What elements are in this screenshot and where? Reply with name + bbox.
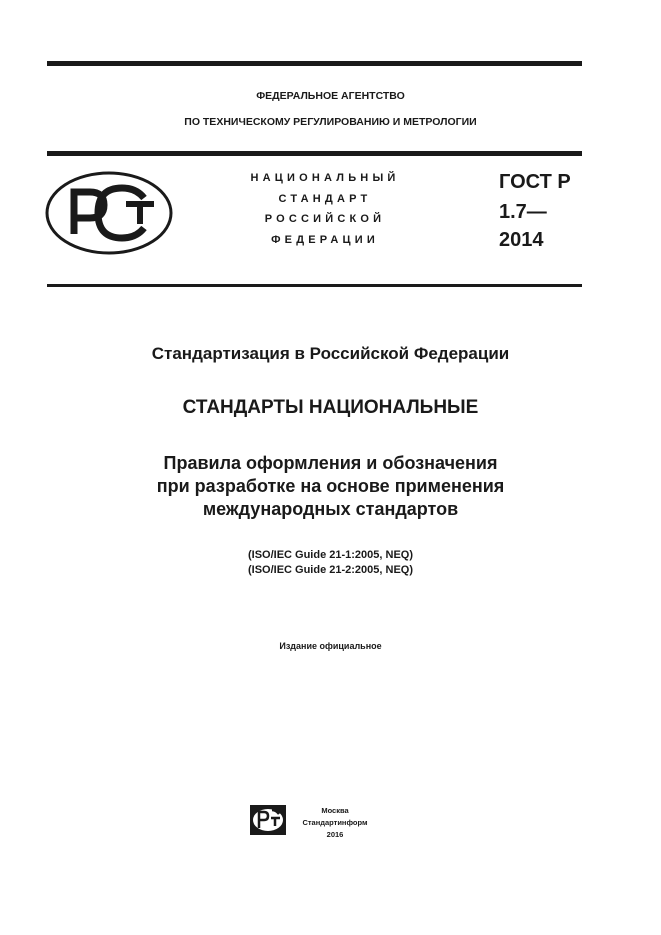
publisher-year: 2016 xyxy=(326,830,344,839)
document-title: СТАНДАРТЫ НАЦИОНАЛЬНЫЕ xyxy=(182,397,479,418)
reference-standards xyxy=(0,548,661,578)
bottom-rule xyxy=(47,284,582,287)
subtitle-line-2: при разработке на основе применения xyxy=(156,476,505,496)
agency-line-1: ФЕДЕРАЛЬНОЕ АГЕНТСТВО xyxy=(256,90,405,102)
document-subtitle xyxy=(0,452,661,521)
gost-designation-line-2: 1.7— xyxy=(499,201,547,223)
agency-line-2: ПО ТЕХНИЧЕСКОМУ РЕГУЛИРОВАНИЮ И МЕТРОЛОГИИ xyxy=(184,116,477,128)
national-line-2: СТАНДАРТ xyxy=(278,193,372,205)
subtitle-line-1: Правила оформления и обозначения xyxy=(163,453,498,473)
publisher-name: Стандартинформ xyxy=(302,818,368,827)
gost-designation-year: 2014 xyxy=(499,229,544,251)
document-subject: Стандартизация в Российской Федерации xyxy=(151,344,510,363)
gost-designation-line-1: ГОСТ Р xyxy=(499,171,571,193)
publisher-logo-icon xyxy=(249,804,287,836)
national-line-4: ФЕДЕРАЦИИ xyxy=(271,234,379,246)
edition-note: Издание официальное xyxy=(279,641,382,651)
top-rule xyxy=(47,61,582,66)
national-line-3: РОССИЙСКОЙ xyxy=(264,213,386,225)
national-line-1: НАЦИОНАЛЬНЫЙ xyxy=(250,172,400,184)
reference-1: (ISO/IEC Guide 21-1:2005, NEQ) xyxy=(247,549,414,561)
subtitle-line-3: международных стандартов xyxy=(202,499,459,519)
reference-2: (ISO/IEC Guide 21-2:2005, NEQ) xyxy=(247,564,414,576)
rst-certification-logo-icon xyxy=(44,170,174,256)
middle-rule xyxy=(47,151,582,156)
publisher-city: Москва xyxy=(321,806,349,815)
